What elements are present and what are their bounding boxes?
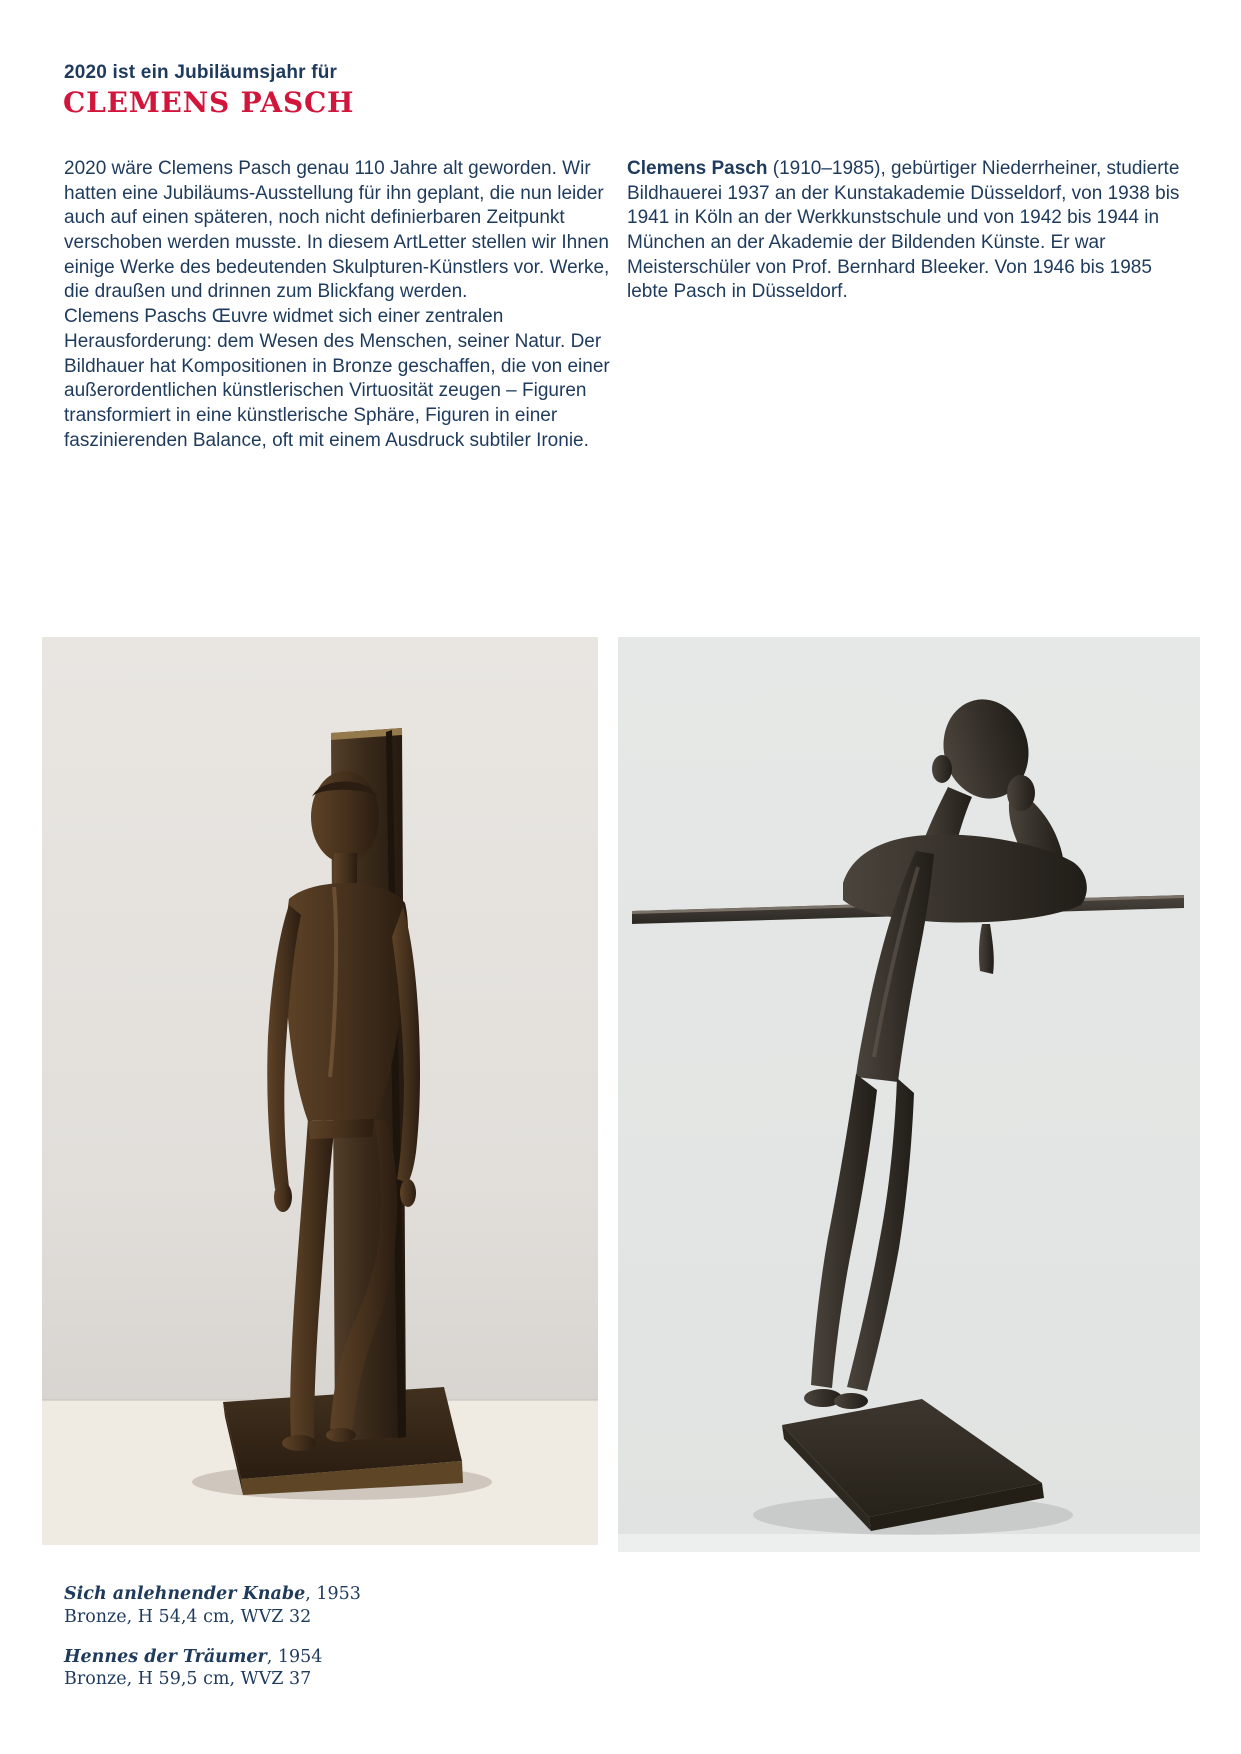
photo-sich-anlehnender-knabe bbox=[42, 637, 598, 1545]
page-title: CLEMENS PASCH bbox=[63, 86, 355, 119]
bio-column bbox=[627, 157, 1182, 305]
caption-sich-anlehnender-knabe bbox=[64, 1583, 484, 1629]
photo-hennes-der-traeumer bbox=[618, 637, 1200, 1552]
artwork-title: Sich anlehnender Knabe bbox=[64, 1584, 306, 1604]
sculpture-leaning-boy-image bbox=[42, 637, 598, 1545]
bio-paragraph bbox=[627, 157, 1182, 305]
intro-column bbox=[64, 157, 614, 453]
artwork-year: , 1954 bbox=[266, 1646, 323, 1667]
artwork-details: Bronze, H 54,4 cm, WVZ 32 bbox=[64, 1606, 312, 1627]
intro-paragraph-2: Clemens Paschs Œuvre widmet sich einer zentralen Herausforderung: dem Wesen des Menschen, seiner Natur. Der Bildhauer hat Kompositionen in Bronze geschaffen, die von einer außerordentlichen künstlerischen Virtuosität zeugen – Figuren transformiert in eine künstlerische Sphäre, Figuren in einer faszinierenden Balance, oft mit einem Ausdruck subtiler Ironie. bbox=[64, 306, 610, 451]
caption-title-line bbox=[64, 1646, 484, 1669]
caption-hennes-der-traeumer bbox=[64, 1646, 484, 1692]
captions bbox=[64, 1583, 484, 1708]
artwork-year: , 1953 bbox=[305, 1584, 361, 1604]
sculpture-dreamer-image bbox=[618, 637, 1200, 1552]
kicker: 2020 ist ein Jubiläumsjahr für bbox=[64, 62, 338, 83]
caption-title-line bbox=[64, 1583, 484, 1606]
artwork-details: Bronze, H 59,5 cm, WVZ 37 bbox=[64, 1669, 312, 1690]
artwork-title: Hennes der Träumer bbox=[64, 1646, 267, 1667]
bio-text: (1910–1985), gebürtiger Niederrheiner, studierte Bildhauerei 1937 an der Kunstakademie Düsseldorf, von 1938 bis 1941 in Köln an der Werkkunstschule und von 1942 bis 1944 in München an der Akademie der Bildenden Künste. Er war Meisterschüler von Prof. Bernhard Bleeker. Von 1946 bis 1985 lebte Pasch in Düsseldorf. bbox=[627, 158, 1180, 303]
intro-paragraph-1: 2020 wäre Clemens Pasch genau 110 Jahre alt geworden. Wir hatten eine Jubiläums-Ausstellung für ihn geplant, die nun leider auch auf einen späteren, noch nicht definierbaren Zeitpunkt verschoben werden musste. In diesem ArtLetter stellen wir Ihnen einige Werke des bedeutenden Skulpturen-Künstlers vor. Werke, die draußen und drinnen zum Blickfang werden. bbox=[64, 158, 610, 303]
bio-artist-name: Clemens Pasch bbox=[627, 158, 768, 179]
